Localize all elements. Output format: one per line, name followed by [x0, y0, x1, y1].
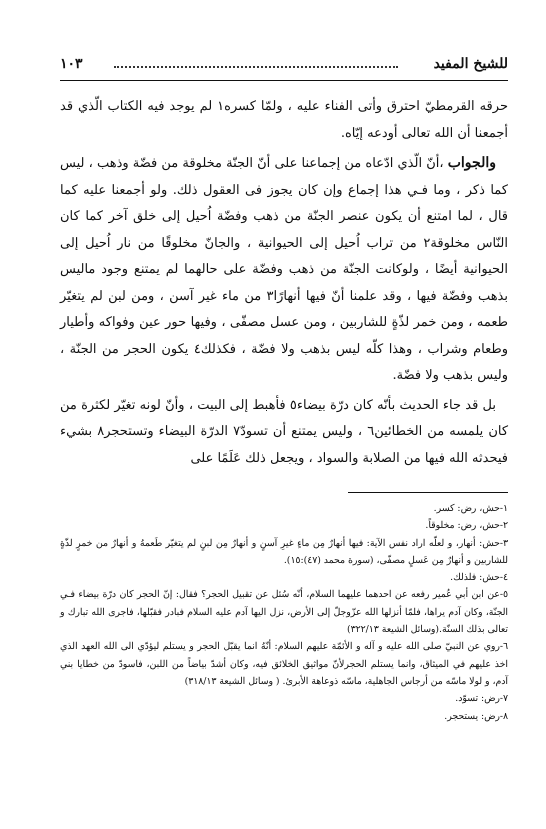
paragraph — [60, 393, 508, 473]
page-number: ١٠٣ — [60, 56, 83, 72]
paragraph — [60, 150, 508, 390]
paragraph-text: بل قد جاء الحديث بأنّه كان درّة بيضاء٥ فأهبط إلى البيت ، وأنّ لونه تغيّر لكثرة من كان يلمسه من الخطائين٦ ، وليس يمتنع أن تسودّ٧ الدرّة البيضاء وتستحجر٨ بشيء فيحدثه الله فيها من الصلابة والسواد ، ويجعل ذلك عَلَمًا على — [60, 397, 509, 466]
footnote: ٥-عن ابن أبي عُمير رفعه عن احدهما عليهما السلام، أنّه سُئل عن تقبيل الحجر؟ فقال: إنّ الحجر كان درّة بيضاء فـي الجنّة، وكان آدم يراها، فلمّا أنزلها الله عزّوجلّ إلى الأرض، نزل اليها آدم عليه السلام فبادر فقبّلها، فاجرى الله تبارك و تعالى بذلك السنّة.(وسائل الشيعة ٣٢٢/١٣) — [60, 589, 508, 636]
header-title: للشيخ المفيد — [433, 56, 508, 72]
paragraph-text: ،أنّ الّذي ادّعاه من إجماعنا على أنّ الجنّة مخلوقة من فضّة وذهب ، ليس كما ذكر ، وما فـي هذا إجماع وإن كان يجوز فى العقول ذلك. ولو أجمعنا عليه كما قال ، لما امتنع أن يكون عنصر الجنّة من ذهب وفضّة اُحيل إلى خلق آخر كما كان النّاس مخلوقة٢ من تراب اُحيل إلى الحيوانية ، والجانّ مخلوقًا من نار اُحيل إلى الحيوانية أيضًا ، ولوكانت الجنّة من ذهب وفضّة على حالهما لم يمتنع وجود ماليس بذهب وفضّة فيها ، وقد علمنا أنّ فيها أنهارًا٣ من ماء غير آسن ، ومن لبن لم يتغيّر طعمه ، ومن خمر لذّةٍ للشاربين ، ومن عسل مصفّى ، وفيها حور عين وفواكه وأطيار وطعام وشراب ، وهذا كلّه ليس بذهب ولا فضّة ، فكذلك٤ يكون الحجر من الجنّة ، وليس بذهب ولا فضّة. — [60, 156, 509, 383]
footnote: ٢-حش، رض: مخلوقاً. — [425, 520, 508, 532]
footnotes — [60, 500, 508, 725]
footnote-separator — [348, 492, 508, 493]
footnote: ٧-رض: تسوّد. — [455, 693, 508, 705]
answer-lead: والجواب — [447, 155, 496, 171]
footnote: ٣-حش: أنهار، و لعلّه اراد نفس الآية: فيها أنهارٌ مِن ماءٍ غيرِ آسنٍ و أنهارٌ مِن لبنٍ لم يتغيّر طَعمهُ و أنهارٌ من خمرٍ لذّةٍ للشاربين و أنهارٌ مِن عَسلٍ مصفّى، (سورة محمد (٤٧):١٥). — [60, 537, 508, 566]
footnote: ٦-روي عن النبيّ صلى الله عليه و آله و الأئمّة عليهم السلام: أنّهُ انما يقبّل الحجر و يستلم ليؤدّي الى الله العهد الذي اخذ عليهم في الميثاق، وانما يستلم الحجرلأنّ مواثيق الخلائق فيه، وكان أشدّ بياضاً من اللبن، فاسودّ من خطايا بني آدم، و لولا ماسّه من أرجاس الجاهلية، ماسّه ذوعاهة الأبرئ. ( وسائل الشيعة ٣١٨/١٣) — [60, 641, 508, 687]
paragraph — [60, 94, 508, 147]
footnote: ١-حش، رض: كسر. — [433, 503, 508, 514]
main-text — [60, 94, 508, 475]
footnote: ٤-حش: فلذلك. — [450, 572, 508, 584]
paragraph-text: حرقه القرمطيّ احترق وأتى الفناء عليه ، ولمّا كسره١ لم يوجد فيه الكتاب الّذي قد أجمعنا أن الله تعالى أودعه إيّاه. — [60, 99, 508, 141]
header-leader-dots — [114, 66, 398, 68]
running-header — [60, 54, 508, 81]
footnote: ٨-رض: يستحجر. — [444, 710, 508, 722]
